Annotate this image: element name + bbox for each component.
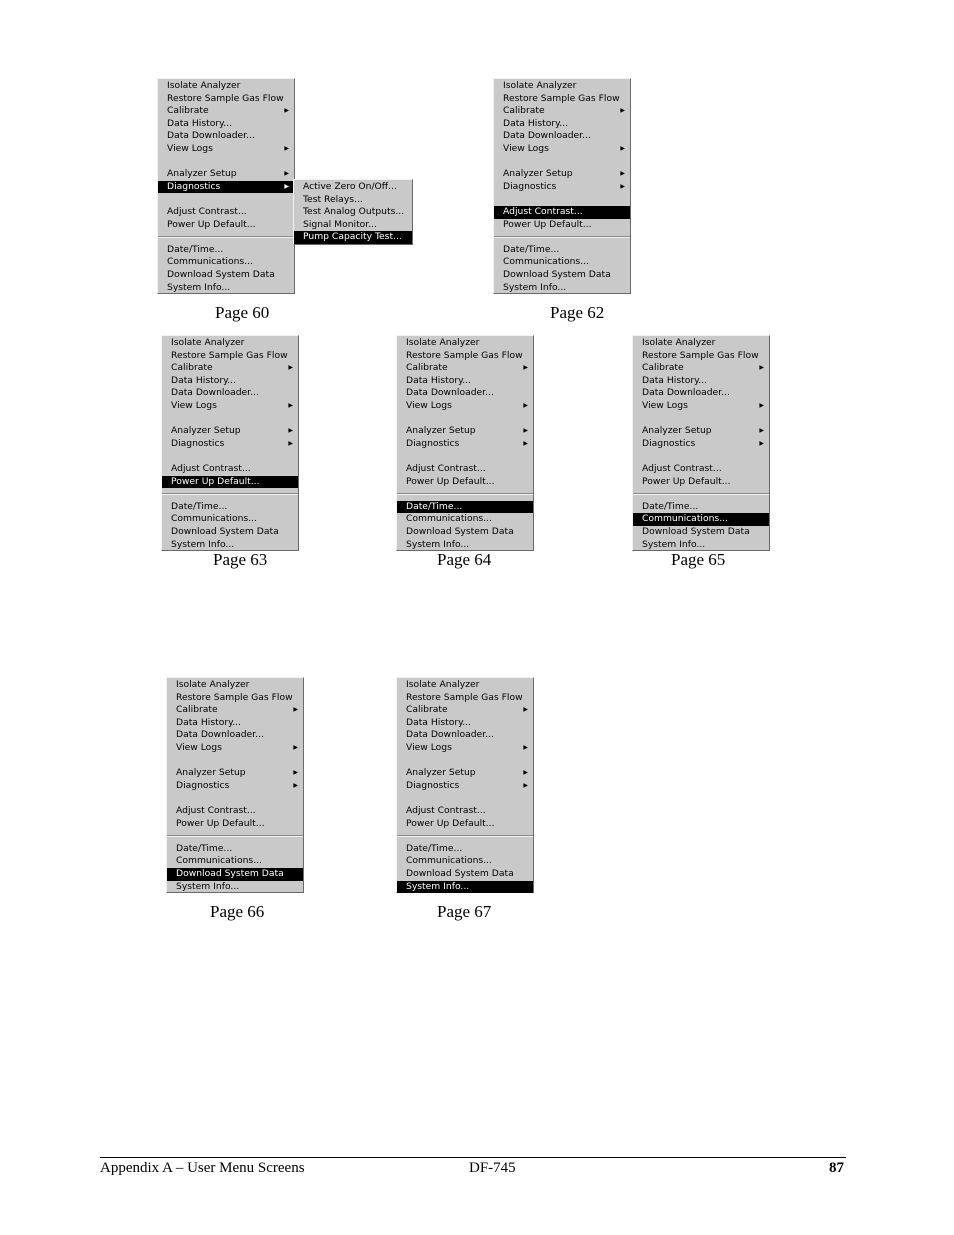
menu-item-data-downloader[interactable]: Data Downloader...	[406, 729, 494, 741]
menu-item-diagnostics[interactable]: Diagnostics ▶	[176, 779, 298, 791]
menu-item-analyzer-setup[interactable]: Analyzer Setup ▶	[642, 425, 764, 437]
menu-item-view-logs[interactable]: View Logs ▶	[642, 399, 764, 411]
menu-item-data-downloader[interactable]: Data Downloader...	[171, 387, 259, 399]
menu-item-date-time[interactable]: Date/Time...	[397, 501, 533, 514]
menu-item-download-system-data[interactable]: Download System Data	[167, 268, 275, 280]
menu-item-download-system-data[interactable]: Download System Data	[503, 268, 611, 280]
menu-item-data-history[interactable]: Data History...	[171, 374, 236, 386]
footer-section-title: Appendix A – User Menu Screens	[100, 1160, 305, 1176]
menu-item-data-history[interactable]: Data History...	[406, 716, 471, 728]
menu-item-power-up-default[interactable]: Power Up Default...	[503, 218, 592, 230]
submenu-arrow-icon: ▶	[759, 364, 764, 372]
menu-spacer	[633, 413, 769, 426]
menu-item-data-history[interactable]: Data History...	[503, 117, 568, 129]
menu-item-isolate-analyzer[interactable]: Isolate Analyzer	[176, 679, 250, 690]
menu-item-system-info[interactable]: System Info...	[397, 881, 533, 894]
menu-item-data-downloader[interactable]: Data Downloader...	[406, 387, 494, 399]
menu-spacer	[397, 450, 533, 463]
submenu-arrow-icon: ▶	[288, 439, 293, 447]
menu-separator	[494, 231, 630, 244]
footer-page-number: 87	[829, 1160, 844, 1176]
submenu-arrow-icon: ▶	[293, 781, 298, 789]
menu-item-view-logs[interactable]: View Logs ▶	[503, 142, 625, 154]
menu-screen-page-62	[493, 78, 631, 294]
menu-separator	[397, 488, 533, 501]
menu-item-date-time[interactable]: Date/Time...	[642, 500, 699, 512]
menu-item-diagnostics[interactable]: Diagnostics ▶	[158, 181, 294, 194]
submenu-arrow-icon: ▶	[293, 769, 298, 777]
menu-item-restore-sample-gas-flow[interactable]: Restore Sample Gas Flow	[171, 349, 288, 361]
submenu-arrow-icon: ▶	[759, 439, 764, 447]
menu-item-data-downloader[interactable]: Data Downloader...	[642, 387, 730, 399]
menu-item-adjust-contrast[interactable]: Adjust Contrast...	[406, 804, 486, 816]
menu-item-system-info[interactable]: System Info...	[176, 880, 240, 892]
submenu-arrow-icon: ▶	[284, 144, 289, 152]
submenu-arrow-icon: ▶	[759, 427, 764, 435]
menu-item-communications[interactable]: Communications...	[406, 513, 492, 525]
menu-item-power-up-default[interactable]: Power Up Default...	[162, 476, 298, 489]
menu-item-adjust-contrast[interactable]: Adjust Contrast...	[171, 462, 251, 474]
menu-separator	[633, 488, 769, 501]
menu-item-system-info[interactable]: System Info...	[171, 538, 235, 550]
submenu-item-active-zero[interactable]: Active Zero On/Off...	[303, 181, 397, 192]
submenu-item-test-analog-outputs[interactable]: Test Analog Outputs...	[303, 206, 405, 218]
submenu-arrow-icon: ▶	[620, 170, 625, 178]
menu-item-restore-sample-gas-flow[interactable]: Restore Sample Gas Flow	[642, 349, 759, 361]
menu-spacer	[162, 450, 298, 463]
submenu-arrow-icon: ▶	[293, 743, 298, 751]
menu-item-view-logs[interactable]: View Logs ▶	[406, 399, 528, 411]
menu-item-diagnostics[interactable]: Diagnostics ▶	[503, 180, 625, 192]
submenu-arrow-icon: ▶	[759, 401, 764, 409]
menu-item-restore-sample-gas-flow[interactable]: Restore Sample Gas Flow	[406, 691, 523, 703]
menu-spacer	[397, 755, 533, 768]
menu-spacer	[158, 193, 294, 206]
menu-item-isolate-analyzer[interactable]: Isolate Analyzer	[167, 80, 241, 91]
submenu-arrow-icon: ▶	[620, 144, 625, 152]
menu-item-system-info[interactable]: System Info...	[503, 281, 567, 293]
menu-item-date-time[interactable]: Date/Time...	[167, 243, 224, 255]
menu-item-communications[interactable]: Communications...	[503, 256, 589, 268]
menu-item-isolate-analyzer[interactable]: Isolate Analyzer	[171, 337, 245, 348]
menu-screen-page-65	[632, 335, 770, 551]
menu-item-calibrate[interactable]: Calibrate ▶	[503, 105, 625, 117]
menu-item-calibrate[interactable]: Calibrate ▶	[642, 362, 764, 374]
menu-item-date-time[interactable]: Date/Time...	[503, 243, 560, 255]
diagnostics-submenu	[293, 179, 413, 245]
menu-item-calibrate[interactable]: Calibrate ▶	[406, 704, 528, 716]
menu-item-communications[interactable]: Communications...	[633, 513, 769, 526]
menu-item-date-time[interactable]: Date/Time...	[171, 500, 228, 512]
menu-item-diagnostics[interactable]: Diagnostics ▶	[642, 437, 764, 449]
menu-item-communications[interactable]: Communications...	[167, 256, 253, 268]
menu-item-download-system-data[interactable]: Download System Data	[171, 525, 279, 537]
menu-item-view-logs[interactable]: View Logs ▶	[176, 741, 298, 753]
menu-spacer	[162, 413, 298, 426]
menu-separator	[158, 231, 294, 244]
menu-spacer	[397, 792, 533, 805]
menu-item-view-logs[interactable]: View Logs ▶	[171, 399, 293, 411]
submenu-item-test-relays[interactable]: Test Relays...	[303, 193, 363, 205]
menu-item-data-downloader[interactable]: Data Downloader...	[503, 130, 591, 142]
menu-item-calibrate[interactable]: Calibrate ▶	[167, 105, 289, 117]
submenu-arrow-icon: ▶	[293, 706, 298, 714]
menu-item-data-history[interactable]: Data History...	[167, 117, 232, 129]
menu-item-calibrate[interactable]: Calibrate ▶	[171, 362, 293, 374]
menu-item-isolate-analyzer[interactable]: Isolate Analyzer	[406, 679, 480, 690]
menu-item-isolate-analyzer[interactable]: Isolate Analyzer	[406, 337, 480, 348]
menu-item-communications[interactable]: Communications...	[171, 513, 257, 525]
menu-item-view-logs[interactable]: View Logs ▶	[167, 142, 289, 154]
menu-item-power-up-default[interactable]: Power Up Default...	[167, 218, 256, 230]
menu-item-analyzer-setup[interactable]: Analyzer Setup ▶	[171, 425, 293, 437]
menu-item-view-logs[interactable]: View Logs ▶	[406, 741, 528, 753]
menu-item-power-up-default[interactable]: Power Up Default...	[406, 817, 495, 829]
menu-item-adjust-contrast[interactable]: Adjust Contrast...	[406, 462, 486, 474]
menu-item-analyzer-setup[interactable]: Analyzer Setup ▶	[176, 767, 298, 779]
menu-item-download-system-data[interactable]: Download System Data	[167, 868, 303, 881]
menu-item-data-history[interactable]: Data History...	[406, 374, 471, 386]
menu-item-calibrate[interactable]: Calibrate ▶	[406, 362, 528, 374]
submenu-arrow-icon: ▶	[523, 743, 528, 751]
menu-item-analyzer-setup[interactable]: Analyzer Setup ▶	[406, 767, 528, 779]
submenu-arrow-icon: ▶	[288, 401, 293, 409]
submenu-arrow-icon: ▶	[523, 439, 528, 447]
menu-spacer	[494, 193, 630, 206]
submenu-arrow-icon: ▶	[523, 781, 528, 789]
submenu-arrow-icon: ▶	[523, 364, 528, 372]
menu-spacer	[167, 755, 303, 768]
menu-item-data-downloader[interactable]: Data Downloader...	[176, 729, 264, 741]
menu-screen-page-60	[157, 78, 295, 294]
footer-document-id: DF-745	[469, 1160, 516, 1176]
menu-item-power-up-default[interactable]: Power Up Default...	[642, 475, 731, 487]
menu-item-download-system-data[interactable]: Download System Data	[406, 525, 514, 537]
submenu-arrow-icon: ▶	[284, 107, 289, 115]
menu-item-restore-sample-gas-flow[interactable]: Restore Sample Gas Flow	[406, 349, 523, 361]
menu-item-analyzer-setup[interactable]: Analyzer Setup ▶	[167, 168, 289, 180]
submenu-arrow-icon: ▶	[284, 182, 289, 190]
submenu-arrow-icon: ▶	[523, 706, 528, 714]
caption-page-64: Page 64	[437, 550, 492, 569]
menu-item-restore-sample-gas-flow[interactable]: Restore Sample Gas Flow	[167, 92, 284, 104]
menu-separator	[162, 488, 298, 501]
menu-screen-page-67	[396, 677, 534, 893]
menu-item-download-system-data[interactable]: Download System Data	[642, 525, 750, 537]
menu-item-communications[interactable]: Communications...	[176, 855, 262, 867]
submenu-item-pump-capacity-test[interactable]: Pump Capacity Test...	[294, 231, 412, 244]
submenu-arrow-icon: ▶	[523, 401, 528, 409]
menu-item-system-info[interactable]: System Info...	[642, 538, 706, 550]
submenu-arrow-icon: ▶	[620, 107, 625, 115]
menu-item-isolate-analyzer[interactable]: Isolate Analyzer	[642, 337, 716, 348]
menu-screen-page-66	[166, 677, 304, 893]
menu-item-diagnostics[interactable]: Diagnostics ▶	[171, 437, 293, 449]
submenu-item-signal-monitor[interactable]: Signal Monitor...	[303, 218, 377, 230]
menu-spacer	[494, 156, 630, 169]
menu-separator	[397, 830, 533, 843]
caption-page-60: Page 60	[215, 303, 270, 322]
menu-item-date-time[interactable]: Date/Time...	[176, 842, 233, 854]
caption-page-65: Page 65	[671, 550, 726, 569]
menu-item-adjust-contrast[interactable]: Adjust Contrast...	[176, 804, 256, 816]
menu-item-data-history[interactable]: Data History...	[176, 716, 241, 728]
menu-item-restore-sample-gas-flow[interactable]: Restore Sample Gas Flow	[503, 92, 620, 104]
menu-screen-page-63	[161, 335, 299, 551]
menu-item-restore-sample-gas-flow[interactable]: Restore Sample Gas Flow	[176, 691, 293, 703]
submenu-arrow-icon: ▶	[620, 182, 625, 190]
menu-item-analyzer-setup[interactable]: Analyzer Setup ▶	[503, 168, 625, 180]
menu-screen-page-64	[396, 335, 534, 551]
menu-item-adjust-contrast[interactable]: Adjust Contrast...	[167, 205, 247, 217]
menu-item-communications[interactable]: Communications...	[406, 855, 492, 867]
submenu-arrow-icon: ▶	[288, 364, 293, 372]
menu-spacer	[158, 156, 294, 169]
footer-rule	[100, 1157, 846, 1158]
menu-item-isolate-analyzer[interactable]: Isolate Analyzer	[503, 80, 577, 91]
menu-item-date-time[interactable]: Date/Time...	[406, 842, 463, 854]
menu-spacer	[167, 792, 303, 805]
menu-item-system-info[interactable]: System Info...	[406, 538, 470, 550]
menu-item-power-up-default[interactable]: Power Up Default...	[176, 817, 265, 829]
menu-spacer	[397, 413, 533, 426]
menu-item-system-info[interactable]: System Info...	[167, 281, 231, 293]
menu-separator	[167, 830, 303, 843]
menu-item-diagnostics[interactable]: Diagnostics ▶	[406, 779, 528, 791]
menu-item-power-up-default[interactable]: Power Up Default...	[406, 475, 495, 487]
caption-page-63: Page 63	[213, 550, 268, 569]
menu-item-data-history[interactable]: Data History...	[642, 374, 707, 386]
submenu-arrow-icon: ▶	[523, 427, 528, 435]
caption-page-62: Page 62	[550, 303, 605, 322]
menu-item-analyzer-setup[interactable]: Analyzer Setup ▶	[406, 425, 528, 437]
submenu-arrow-icon: ▶	[288, 427, 293, 435]
caption-page-67: Page 67	[437, 902, 492, 921]
menu-item-diagnostics[interactable]: Diagnostics ▶	[406, 437, 528, 449]
menu-item-download-system-data[interactable]: Download System Data	[406, 867, 514, 879]
submenu-arrow-icon: ▶	[284, 170, 289, 178]
submenu-arrow-icon: ▶	[523, 769, 528, 777]
caption-page-66: Page 66	[210, 902, 265, 921]
menu-item-adjust-contrast[interactable]: Adjust Contrast...	[642, 462, 722, 474]
menu-item-data-downloader[interactable]: Data Downloader...	[167, 130, 255, 142]
menu-item-adjust-contrast[interactable]: Adjust Contrast...	[494, 206, 630, 219]
menu-spacer	[633, 450, 769, 463]
menu-item-calibrate[interactable]: Calibrate ▶	[176, 704, 298, 716]
